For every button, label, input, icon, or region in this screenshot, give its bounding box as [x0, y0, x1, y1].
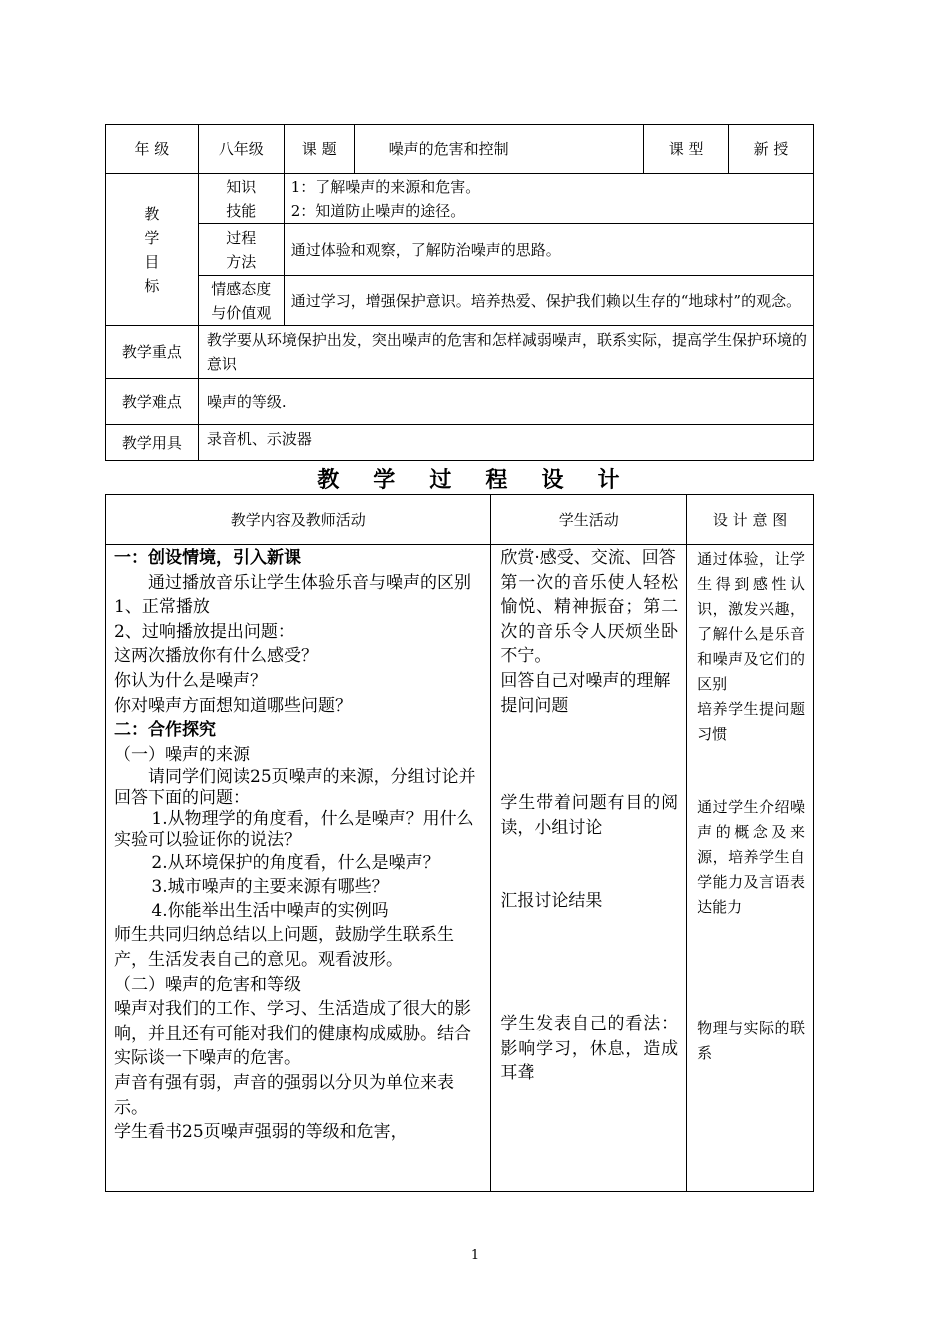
- sub2-title: （二）噪声的危害和等级: [114, 974, 301, 995]
- process-table: [105, 494, 814, 1192]
- attitude-label-line: 情感态度: [211, 279, 272, 298]
- section2-title: 二：合作探究: [114, 720, 216, 741]
- objectives-label: [106, 174, 199, 326]
- sub1-title: （一）噪声的来源: [114, 744, 250, 765]
- sub2-line: 学生看书25页噪声强弱的等级和危害，: [114, 1122, 408, 1143]
- knowledge-label: [198, 174, 284, 224]
- student-activity: 第一次的音乐使人轻松愉悦、精神振奋；第二次的音乐令人厌烦坐卧不宁。: [500, 572, 679, 667]
- knowledge-text: [284, 174, 813, 224]
- question: 2.从环境保护的角度看，什么是噪声？: [151, 853, 440, 874]
- objectives-char: 目: [144, 252, 160, 271]
- knowledge-label-line: 技能: [226, 201, 257, 220]
- design-intent: 通过学生介绍噪声的概念及来源，培养学生自学能力及言语表达能力: [697, 798, 805, 916]
- process-label: [198, 224, 284, 276]
- design-intent: 物理与实际的联系: [697, 1019, 805, 1062]
- attitude-text: 通过学习，增强保护意识。培养热爱、保护我们赖以生存的“地球村”的观念。: [284, 276, 813, 326]
- header-student: 学生活动: [491, 495, 687, 545]
- grade-value: 八年级: [198, 125, 284, 174]
- question: 1.从物理学的角度看，什么是噪声？用什么实验可以验证你的说法？: [114, 809, 474, 851]
- attitude-label: [198, 276, 284, 326]
- objectives-char: 教: [144, 204, 160, 223]
- topic-value: 噪声的危害和控制: [354, 125, 644, 174]
- section1-title: 一：创设情境，引入新课: [114, 548, 301, 568]
- lesson-info-table: [105, 124, 814, 461]
- question: 4.你能举出生活中噪声的实例吗: [151, 901, 389, 922]
- student-cell: [491, 545, 687, 1192]
- section1-step: 2、过响播放提出问题：: [114, 621, 295, 642]
- type-label: 课 型: [644, 125, 729, 174]
- student-activity: 学生发表自己的看法：影响学习，休息，造成耳聋: [500, 1013, 679, 1084]
- student-activity: 提问问题: [500, 695, 569, 716]
- tools-label: 教学用具: [106, 425, 199, 461]
- section1-intro: 通过播放音乐让学生体验乐音与噪声的区别: [148, 572, 471, 593]
- question: 3.城市噪声的主要来源有哪些？: [151, 877, 389, 898]
- attitude-label-line: 与价值观: [211, 303, 272, 322]
- process-text: 通过体验和观察，了解防治噪声的思路。: [284, 224, 813, 276]
- key-point-text: 教学要从环境保护出发，突出噪声的危害和怎样减弱噪声，联系实际，提高学生保护环境的意识: [198, 326, 813, 379]
- difficulty-text: 噪声的等级.: [198, 379, 813, 425]
- header-content: 教学内容及教师活动: [106, 495, 491, 545]
- type-value: 新 授: [729, 125, 814, 174]
- process-label-line: 过程: [226, 228, 257, 247]
- tools-text: 录音机、示波器: [198, 425, 813, 461]
- objectives-char: 标: [144, 276, 160, 295]
- student-activity: 学生带着问题有目的阅读，小组讨论: [500, 793, 679, 838]
- sub2-line: 噪声对我们的工作、学习、生活造成了很大的影响，并且还有可能对我们的健康构成威胁。结合实际谈一下噪声的危害。: [114, 999, 471, 1069]
- design-intent: 培养学生提问题习惯: [697, 700, 805, 743]
- sub1-intro: 请同学们阅读25页噪声的来源，分组讨论并回答下面的问题：: [114, 767, 476, 809]
- student-activity: 汇报讨论结果: [500, 891, 603, 912]
- section1-step: 你对噪声方面想知道哪些问题？: [114, 695, 352, 716]
- page-number: 1: [470, 1248, 480, 1263]
- intent-cell: [687, 545, 814, 1192]
- content-cell: [106, 545, 491, 1192]
- student-activity: 欣赏·感受、交流、回答: [500, 548, 676, 568]
- design-intent: 通过体验，让学生得到感性认识，激发兴趣，了解什么是乐音和噪声及它们的区别: [697, 550, 805, 693]
- sub2-line: 声音有强有弱，声音的强弱以分贝为单位来表示。: [114, 1072, 454, 1118]
- process-label-line: 方法: [226, 252, 257, 271]
- objectives-char: 学: [144, 228, 160, 247]
- topic-label: 课 题: [284, 125, 354, 174]
- knowledge-label-line: 知识: [226, 177, 257, 196]
- summary: 师生共同归纳总结以上问题，鼓励学生联系生产，生活发表自己的意见。观看波形。: [114, 925, 454, 970]
- knowledge-line: 1：了解噪声的来源和危害。: [290, 177, 481, 196]
- grade-label: 年 级: [106, 125, 199, 174]
- process-heading: 教 学 过 程 设 计: [317, 468, 633, 493]
- section1-step: 这两次播放你有什么感受？: [114, 646, 318, 667]
- header-intent: 设 计 意 图: [687, 495, 814, 545]
- difficulty-label: 教学难点: [106, 379, 199, 425]
- section1-step: 你认为什么是噪声？: [114, 670, 267, 691]
- knowledge-line: 2：知道防止噪声的途径。: [290, 201, 466, 220]
- key-point-label: 教学重点: [106, 326, 199, 379]
- student-activity: 回答自己对噪声的理解: [500, 670, 671, 691]
- section1-step: 1、正常播放: [114, 597, 210, 618]
